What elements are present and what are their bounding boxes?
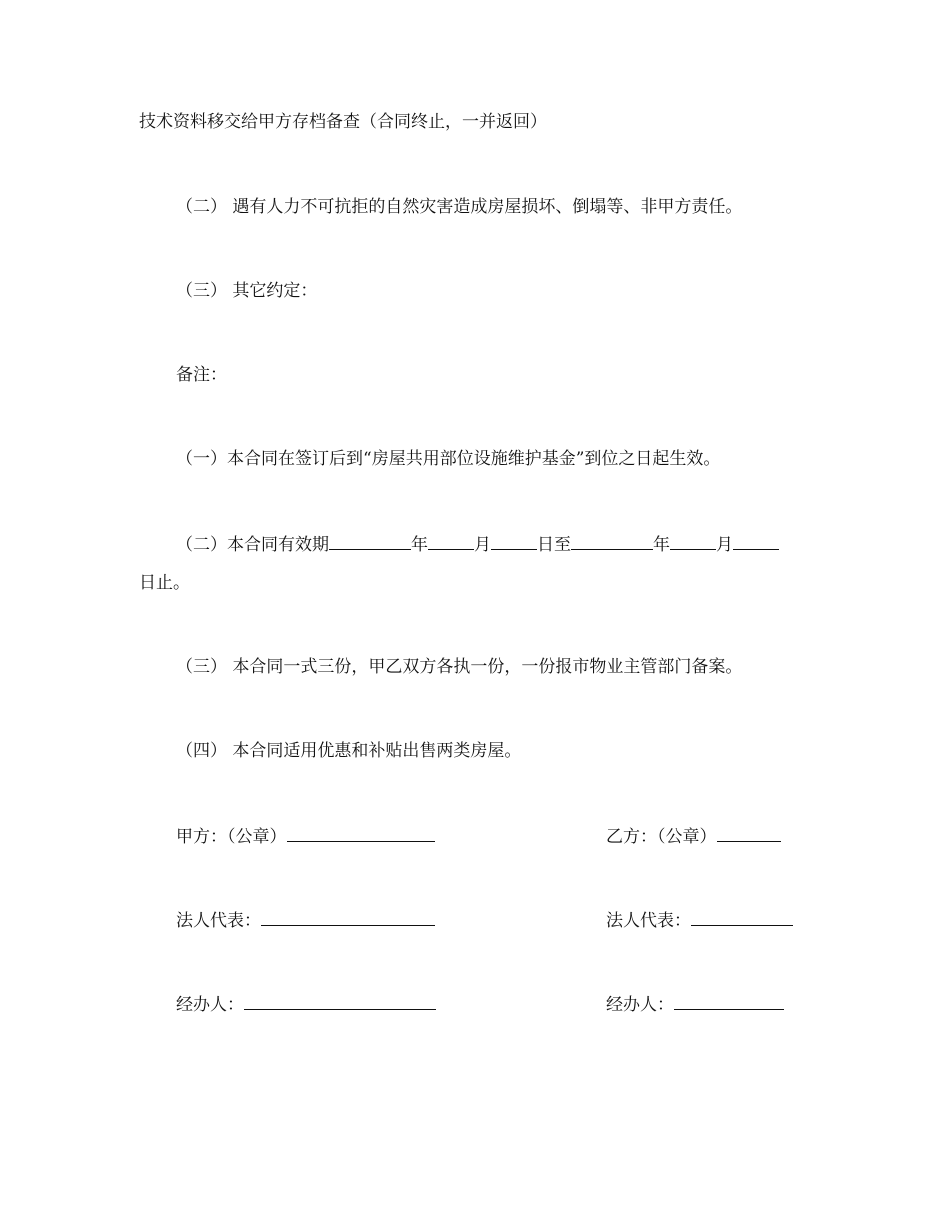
validity-month-2: 月 (716, 535, 733, 555)
party-a-blank (287, 825, 435, 842)
text-line-applicable-housing: （四） 本合同适用优惠和补贴出售两类房屋。 (176, 741, 522, 761)
text-line-remarks-heading: 备注： (176, 365, 227, 385)
blank-start-year (329, 533, 411, 550)
blank-end-year (571, 533, 653, 550)
validity-day-to: 日至 (537, 535, 571, 555)
validity-year-2: 年 (653, 535, 670, 555)
party-b-seal (606, 825, 781, 847)
legal-rep-a-label: 法人代表： (176, 911, 261, 931)
handler-a (176, 993, 436, 1015)
validity-month-1: 月 (474, 535, 491, 555)
legal-rep-b-blank (691, 909, 793, 926)
legal-rep-b (606, 909, 793, 931)
party-a-seal (176, 825, 435, 847)
legal-rep-a-blank (261, 909, 435, 926)
blank-end-month (670, 533, 716, 550)
text-line-effective-date: （一）本合同在签订后到“房屋共用部位设施维护基金”到位之日起生效。 (176, 449, 721, 469)
legal-rep-a (176, 909, 435, 931)
validity-prefix: （二）本合同有效期 (176, 535, 329, 555)
blank-end-day (733, 533, 779, 550)
text-line-technical-materials: 技术资料移交给甲方存档备查（合同终止，一并返回） (139, 112, 547, 132)
text-line-copies: （三） 本合同一式三份，甲乙双方各执一份，一份报市物业主管部门备案。 (176, 657, 743, 677)
handler-b-label: 经办人： (606, 995, 674, 1015)
party-a-label: 甲方：（公章） (176, 827, 287, 847)
legal-rep-b-label: 法人代表： (606, 911, 691, 931)
handler-a-blank (244, 993, 436, 1010)
blank-start-month (428, 533, 474, 550)
handler-a-label: 经办人： (176, 995, 244, 1015)
handler-b-blank (674, 993, 784, 1010)
text-line-validity-end: 日止。 (139, 573, 190, 593)
text-line-validity-period (176, 533, 779, 555)
party-b-label: 乙方：（公章） (606, 827, 717, 847)
text-line-force-majeure: （二） 遇有人力不可抗拒的自然灾害造成房屋损坏、倒塌等、非甲方责任。 (176, 197, 743, 217)
blank-start-day (491, 533, 537, 550)
validity-year-1: 年 (411, 535, 428, 555)
party-b-blank (717, 825, 781, 842)
handler-b (606, 993, 784, 1015)
text-line-other-agreements: （三） 其它约定： (176, 281, 318, 301)
